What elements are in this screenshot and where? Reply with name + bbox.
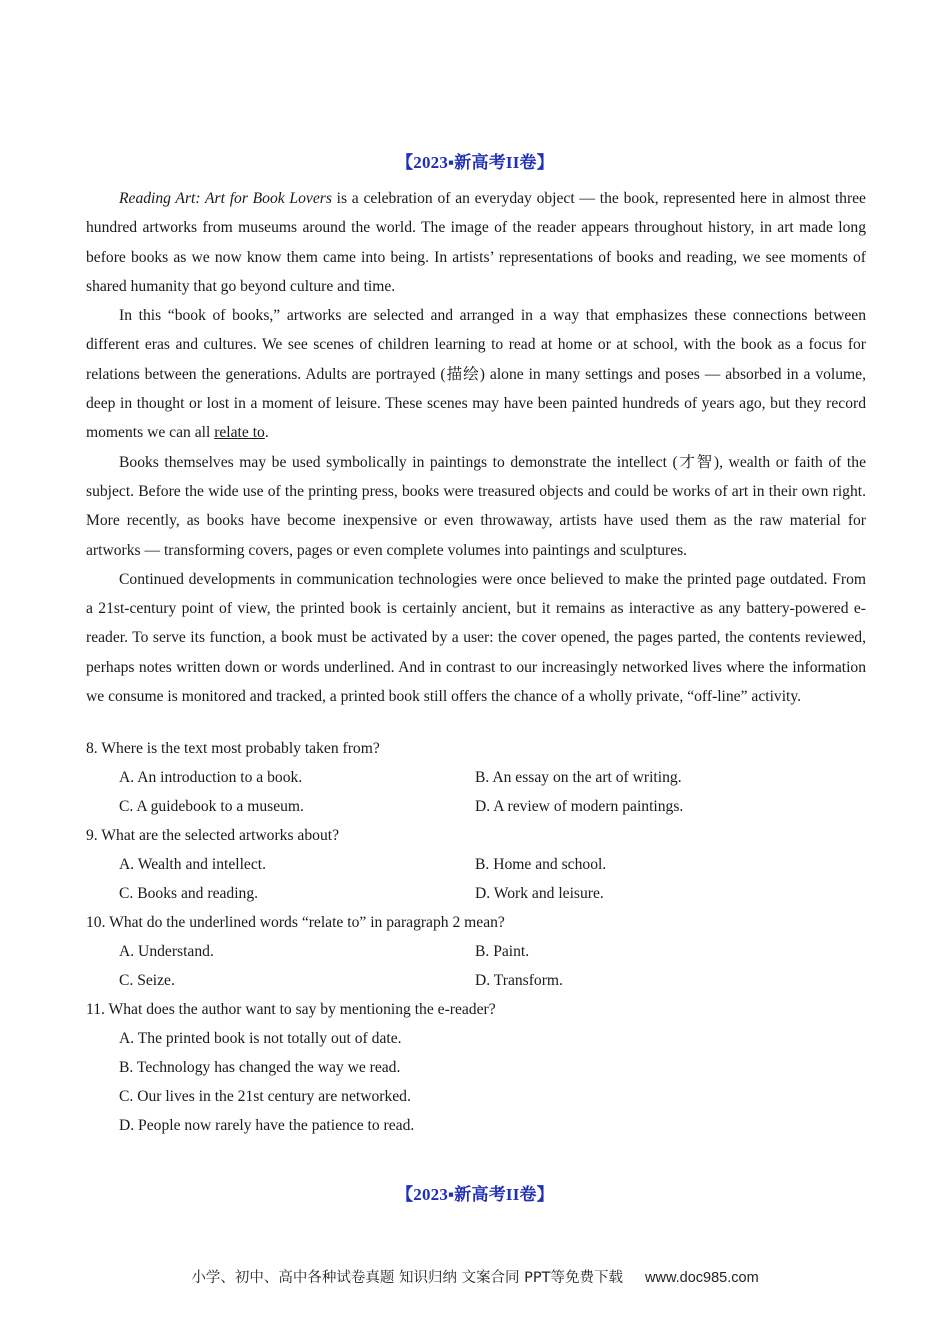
- question-8: 8. Where is the text most probably taken from?: [86, 740, 380, 757]
- question-10: 10. What do the underlined words “relate to” in paragraph 2 mean?: [86, 914, 505, 931]
- book-title: Reading Art: Art for Book Lovers: [119, 190, 332, 207]
- question-9-options: [86, 850, 866, 908]
- paragraph-1: [86, 184, 866, 301]
- paragraph-2-end: .: [264, 424, 269, 442]
- footer-text: 小学、初中、高中各种试卷真题 知识归纳 文案合同 PPT等免费下载: [191, 1270, 624, 1286]
- paragraph-4: Continued developments in communication technologies were once believed to make the printed page outdated. From a 21st-century point of view, the printed book is certainly ancient, but it remains as interactive as any battery-powered e-reader. To serve its function, a book must be activated by a user: the cover opened, the pages parted, the contents reviewed, perhaps notes written down or words underlined. And in contrast to our increasingly networked lives where the information we consume is monitored and tracked, a printed book still offers the chance of a wholly private, “off-line” activity.: [86, 570, 866, 706]
- question-11-options: [86, 1024, 866, 1140]
- option: B. Technology has changed the way we read.: [119, 1059, 401, 1076]
- option: D. Transform.: [475, 972, 563, 989]
- underlined-phrase: relate to: [214, 424, 265, 442]
- section-title: 【2023▪新高考II卷】: [396, 153, 554, 172]
- option: A. An introduction to a book.: [119, 769, 303, 786]
- option: C. A guidebook to a museum.: [119, 798, 304, 815]
- option: C. Our lives in the 21st century are networked.: [119, 1088, 411, 1105]
- option: D. People now rarely have the patience to read.: [119, 1117, 415, 1134]
- question-8-options: [86, 763, 866, 821]
- option: A. Wealth and intellect.: [119, 856, 266, 873]
- paragraph-3: Books themselves may be used symbolically in paintings to demonstrate the intellect (才智), wealth or faith of the subject. Before the wide use of the printing press, books were treasured objects and could be works of art in their own right. More recently, as books have become inexpensive or even throwaway, artists have used them as the raw material for artworks — transforming covers, pages or even complete volumes into paintings and sculptures.: [86, 453, 866, 559]
- option: C. Seize.: [119, 972, 175, 989]
- question-11: 11. What does the author want to say by mentioning the e-reader?: [86, 1001, 496, 1018]
- questions-list: [86, 734, 866, 1140]
- option: B. Home and school.: [475, 856, 607, 873]
- paragraph-2-text: In this “book of books,” artworks are selected and arranged in a way that emphasizes these connections between different eras and cultures. We see scenes of children learning to read at home or at school, with the book as a focus for relations between the generations. Adults are portrayed (描绘) alone in many settings and poses — absorbed in a volume, deep in thought or lost in a moment of leisure. These scenes may have been painted hundreds of years ago, but they record moments we can all: [86, 307, 866, 442]
- reading-passage: [86, 184, 866, 711]
- option: B. An essay on the art of writing.: [475, 769, 682, 786]
- next-section-title: 【2023▪新高考II卷】: [396, 1185, 554, 1204]
- paragraph-2: [86, 301, 866, 447]
- option: D. A review of modern paintings.: [475, 798, 684, 815]
- option: A. The printed book is not totally out of date.: [119, 1030, 402, 1047]
- footer-link[interactable]: www.doc985.com: [645, 1270, 759, 1286]
- question-9: 9. What are the selected artworks about?: [86, 827, 340, 844]
- paragraph-1-text: is a celebration of an everyday object — the book, represented here in almost three hundred artworks from museums around the world. The image of the reader appears throughout history, in art made long before books as we now know them came into being. In artists’ representations of books and reading, we see moments of shared humanity that go beyond culture and time.: [86, 190, 866, 295]
- page-footer: [0, 1266, 950, 1287]
- question-10-options: [86, 937, 866, 995]
- option: C. Books and reading.: [119, 885, 259, 902]
- option: A. Understand.: [119, 943, 214, 960]
- option: D. Work and leisure.: [475, 885, 604, 902]
- option: B. Paint.: [475, 943, 530, 960]
